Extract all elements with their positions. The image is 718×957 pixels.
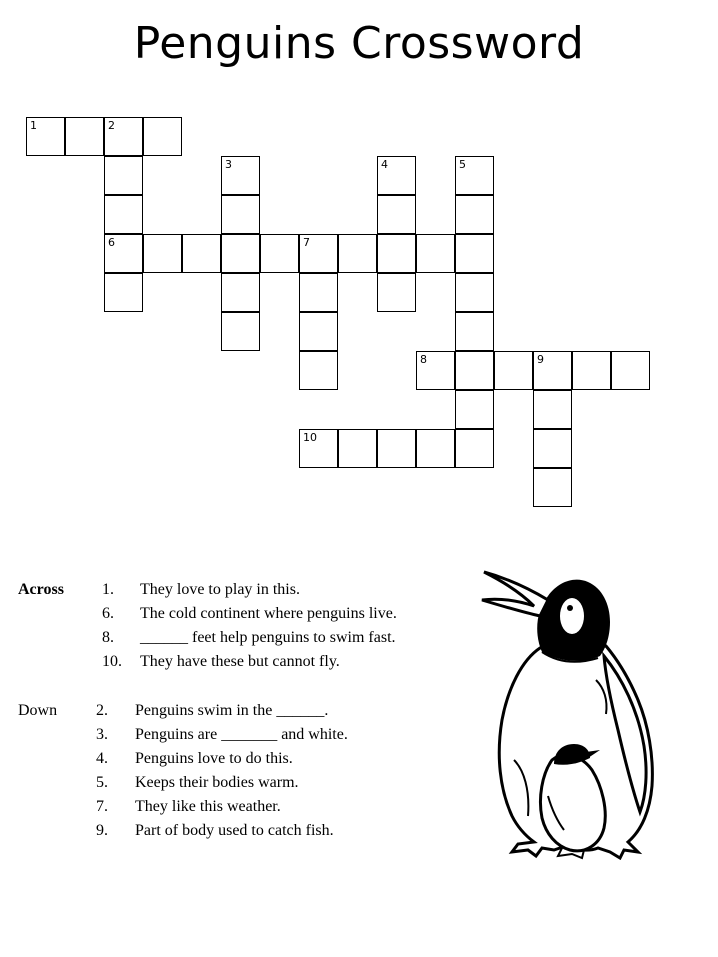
down-clue-text: Keeps their bodies warm. <box>135 774 299 791</box>
across-clue-text: They love to play in this. <box>140 581 300 598</box>
crossword-cell[interactable] <box>104 273 143 312</box>
crossword-cell[interactable] <box>104 234 143 273</box>
down-clue-text: They like this weather. <box>135 798 281 815</box>
across-clue-text: The cold continent where penguins live. <box>140 605 397 622</box>
clue-number: 1 <box>30 119 37 132</box>
down-clue-number: 4. <box>96 750 108 767</box>
crossword-cell[interactable] <box>299 351 338 390</box>
crossword-cell[interactable] <box>26 117 65 156</box>
down-clue-text: Penguins love to do this. <box>135 750 293 767</box>
crossword-cell[interactable] <box>104 156 143 195</box>
clue-number: 5 <box>459 158 466 171</box>
crossword-cell[interactable] <box>611 351 650 390</box>
crossword-cell[interactable] <box>377 429 416 468</box>
crossword-cell[interactable] <box>143 117 182 156</box>
down-clue-text: Penguins are _______ and white. <box>135 726 348 743</box>
crossword-cell[interactable] <box>572 351 611 390</box>
clue-number: 10 <box>303 431 317 444</box>
crossword-cell[interactable] <box>221 156 260 195</box>
down-clue-number: 3. <box>96 726 108 743</box>
crossword-cell[interactable] <box>299 312 338 351</box>
penguin-beak <box>482 572 548 616</box>
clue-number: 7 <box>303 236 310 249</box>
crossword-cell[interactable] <box>533 390 572 429</box>
down-clue-number: 2. <box>96 702 108 719</box>
crossword-cell[interactable] <box>416 234 455 273</box>
across-clue-number: 8. <box>102 629 114 646</box>
crossword-cell[interactable] <box>104 195 143 234</box>
page-title: Penguins Crossword <box>133 18 585 69</box>
crossword-cell[interactable] <box>494 351 533 390</box>
across-heading: Across <box>18 581 64 598</box>
crossword-cell[interactable] <box>455 312 494 351</box>
crossword-cell[interactable] <box>455 351 494 390</box>
crossword-cell[interactable] <box>455 273 494 312</box>
crossword-cell[interactable] <box>299 234 338 273</box>
down-clue-number: 7. <box>96 798 108 815</box>
crossword-cell[interactable] <box>416 429 455 468</box>
crossword-cell[interactable] <box>299 429 338 468</box>
crossword-cell[interactable] <box>455 429 494 468</box>
clue-number: 6 <box>108 236 115 249</box>
crossword-cell[interactable] <box>455 195 494 234</box>
crossword-cell[interactable] <box>221 195 260 234</box>
down-clue-text: Part of body used to catch fish. <box>135 822 334 839</box>
crossword-cell[interactable] <box>182 234 221 273</box>
crossword-cell[interactable] <box>416 351 455 390</box>
crossword-cell[interactable] <box>455 390 494 429</box>
across-clue-number: 6. <box>102 605 114 622</box>
crossword-cell[interactable] <box>338 234 377 273</box>
down-heading: Down <box>18 702 58 719</box>
across-clue-text: They have these but cannot fly. <box>140 653 340 670</box>
penguin-illustration <box>478 560 668 860</box>
crossword-cell[interactable] <box>377 234 416 273</box>
crossword-cell[interactable] <box>377 156 416 195</box>
across-clue-number: 1. <box>102 581 114 598</box>
crossword-cell[interactable] <box>104 117 143 156</box>
crossword-cell[interactable] <box>377 195 416 234</box>
crossword-cell[interactable] <box>377 273 416 312</box>
clue-number: 2 <box>108 119 115 132</box>
across-clue-text: ______ feet help penguins to swim fast. <box>140 629 396 646</box>
crossword-cell[interactable] <box>533 468 572 507</box>
crossword-cell[interactable] <box>533 429 572 468</box>
crossword-cell[interactable] <box>455 234 494 273</box>
crossword-cell[interactable] <box>260 234 299 273</box>
down-clue-number: 5. <box>96 774 108 791</box>
clue-number: 8 <box>420 353 427 366</box>
crossword-cell[interactable] <box>533 351 572 390</box>
down-clue-number: 9. <box>96 822 108 839</box>
penguin-eye-patch <box>560 598 584 634</box>
crossword-cell[interactable] <box>143 234 182 273</box>
down-clue-text: Penguins swim in the ______. <box>135 702 329 719</box>
clue-number: 3 <box>225 158 232 171</box>
penguin-eye <box>567 605 573 611</box>
crossword-cell[interactable] <box>221 234 260 273</box>
crossword-cell[interactable] <box>338 429 377 468</box>
crossword-cell[interactable] <box>65 117 104 156</box>
across-clue-number: 10. <box>102 653 122 670</box>
crossword-cell[interactable] <box>455 156 494 195</box>
crossword-cell[interactable] <box>221 312 260 351</box>
crossword-cell[interactable] <box>299 273 338 312</box>
clue-number: 9 <box>537 353 544 366</box>
clue-number: 4 <box>381 158 388 171</box>
crossword-cell[interactable] <box>221 273 260 312</box>
